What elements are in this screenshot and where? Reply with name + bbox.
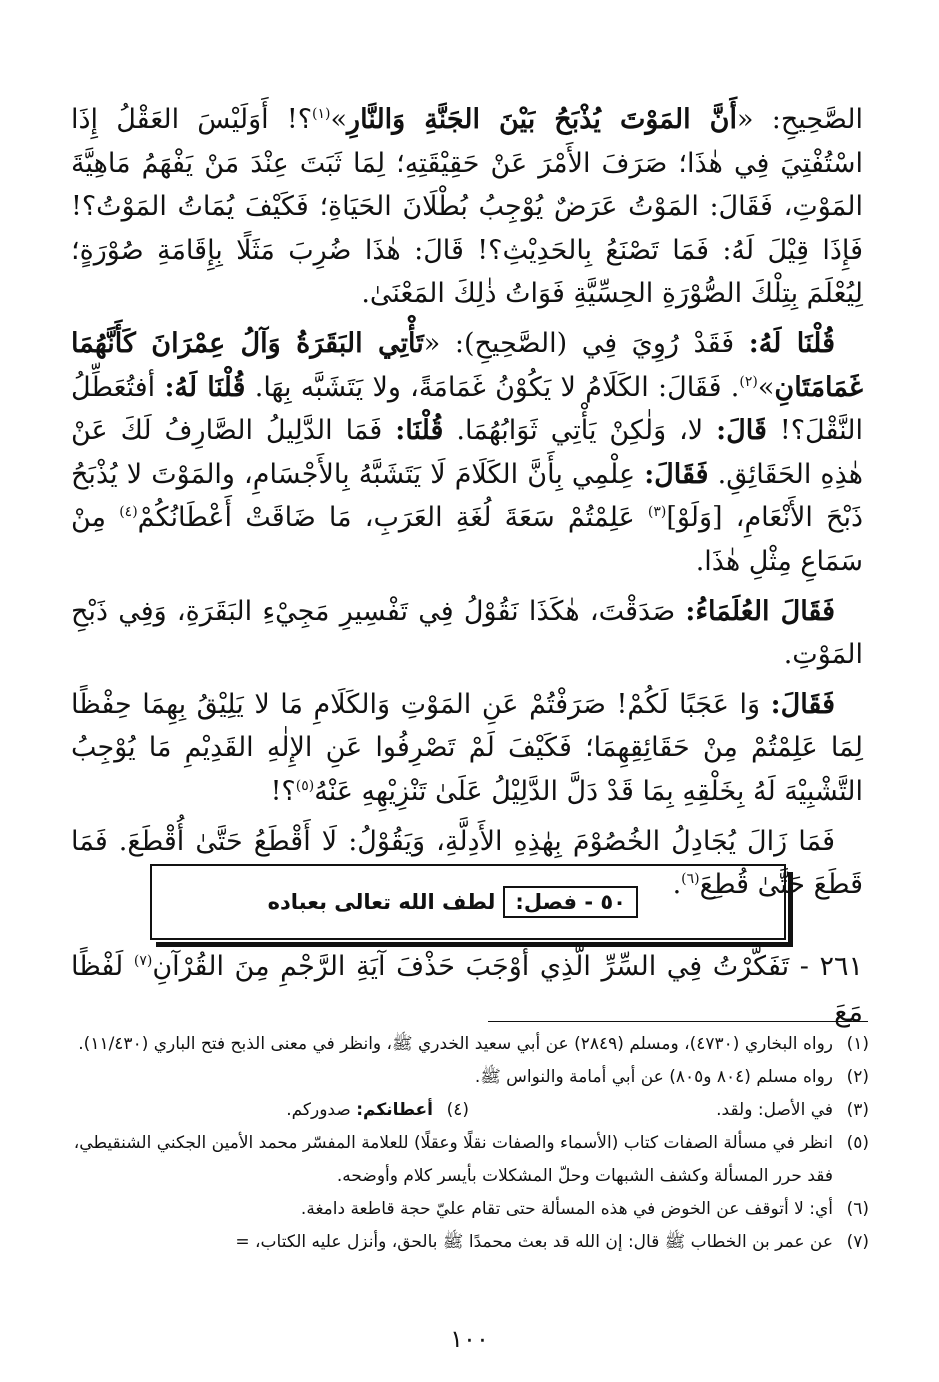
paragraph-2 [71,322,863,584]
footnote-6 [69,1193,869,1226]
footnote-ref: (٣) [647,504,667,521]
bold-phrase: قُلْنَا لَهُ: [164,371,246,403]
paragraph-3 [71,590,863,677]
text-run: ؟! [270,775,296,807]
text-run: عَلِمْتُمْ سَعَةَ لُغَةِ العَرَبِ، مَا ضَاقَتْ أَعْطَانُكُمْ [137,502,648,534]
page-number: ١٠٠ [450,1325,489,1353]
footnote-1 [69,1028,869,1061]
footnote-text: رواه البخاري (٤٧٣٠)، ومسلم (٢٨٤٩) عن أبي سعيد الخدري ﷺ، وانظر في معنى الذبح فتح الباري (١١/٤٣٠). [78,1034,833,1054]
section-title: لطف الله تعالى بعباده [267,890,496,914]
footnote-text: عن عمر بن الخطاب ﷺ قال: إن الله قد بعث محمدًا ﷺ بالحق، وأنزل عليه الكتاب، = [235,1232,833,1252]
footnote-number: (٢) [846,1067,869,1087]
text-run: ؟! أَوَلَيْسَ العَقْلُ إِذَا اسْتُفْتِيَ فِي هٰذَا؛ صَرَفَ الأَمْرَ عَنْ حَقِيْقَتِهِ؛ لِمَا ثَبَتَ عِنْدَ مَنْ يَفْهَمُ مَاهِيَّةَ المَوْتِ، فَقَالَ: المَوْتُ عَرَضٌ يُوْجِبُ بُطْلَانَ الحَيَاةِ؛ فَكَيْفَ يُمَاتُ المَوْتُ؟! فَإِذَا قِيْلَ لَهُ: فَمَا تَصْنَعُ بِالحَدِيْثِ؟! قَالَ: هٰذَا ضُرِبَ مَثَلًا بِإِقَامَةِ صُوْرَةٍ؛ لِيُعْلَمَ بِتِلْكَ الصُّوْرَةِ الحِسِّيَّةِ فَوَاتُ ذٰلِكَ المَعْنَىٰ. [71,104,863,310]
footnote-text: أي: لا أتوقف عن الخوض في هذه المسألة حتى تقام عليّ حجة قاطعة دامغة. [300,1199,833,1219]
text-run: فَمَا الدَّلِيلُ الصَّارِفُ لَكَ عَنْ هٰذِهِ الحَقَائِقِ. [71,415,863,490]
text-run: الصَّحِيحِ: « [737,104,863,135]
section-number-label: ٥٠ - فصل: [503,886,638,918]
footnote-number: (٥) [846,1133,869,1153]
footnote-3 [469,1094,869,1127]
footnote-7 [69,1226,869,1259]
text-run: لا، وَلٰكِنْ يَأْتِي ثَوَابُهُمَا. [443,415,717,447]
section-heading [268,882,638,922]
text-run: . [672,869,682,901]
text-run: مِنْ سَمَاعِ مِثْلِ هٰذَا. [71,502,863,577]
footnote-2 [69,1061,869,1094]
bold-phrase: قَالَ: [716,415,767,447]
bold-phrase: قُلْنَا: [395,415,444,447]
footnote-text: في الأصل: ولقد. [716,1100,833,1120]
text-run: صَدَقْتَ، هٰكَذَا نَقُوْلُ فِي تَفْسِيرِ مَجِيْءِ البَقَرَةِ، وَفِي ذَبْحِ المَوْتِ. [71,595,863,671]
text-run: فَمَا زَالَ يُجَادِلُ الخُصُوْمَ بِهٰذِهِ الأَدِلَّةِ، وَيَقُوْلُ: لَا أَقْطَعُ حَتَّىٰ أُقْطَعَ. فَمَا قَطَعَ حَتَّىٰ قُطِعَ [71,825,863,901]
footnote-5 [69,1127,869,1193]
text-run: فَقَدْ رُوِيَ فِي (الصَّحِيحِ): « [423,327,749,359]
footnote-4 [69,1094,469,1127]
bold-phrase: تَأْتِي البَقَرَةُ وَآلُ عِمْرَانَ كَأَنَّهُمَا غَمَامَتَانِ [71,327,863,403]
footnote-number: (٧) [846,1232,869,1252]
footnote-ref-7: (٧) [133,953,153,969]
section-heading-box [150,864,786,940]
text-run: عِلْمِي بِأَنَّ الكَلَامَ لَا يَتَشَبَّهُ بِالأَجْسَامِ، والمَوْتَ لا يُذْبَحُ ذَبْحَ الأَنْعَامِ، [وَلَوْ] [71,458,863,534]
bold-phrase: فَقَالَ: [770,688,835,720]
paragraph-4 [71,683,863,814]
text-run: . فَقَالَ: الكَلَامُ لا يَكُوْنُ غَمَامَةً، ولا يَتَشَبَّه بِهَا. [245,371,740,403]
footnote-ref: (٥) [295,777,315,794]
text-run: وَا عَجَبًا لَكُمْ! صَرَفْتُمْ عَنِ المَوْتِ وَالكَلَامِ مَا لا يَلِيْقُ بِهِمَا حِفْظًا لِمَا عَلِمْتُمْ مِنْ حَقَائِقِهِمَا؛ فَكَيْفَ لَمْ تَصْرِفُوا عَنِ الإِلٰهِ القَدِيْمِ مَا يُوْجِبُ التَّشْبِيْهَ لَهُ بِخَلْقِهِ بِمَا قَدْ دَلَّ الدَّلِيْلُ عَلَىٰ تَنْزِيْهِهِ عَنْهُ [71,688,863,807]
footnotes-3-4 [69,1094,869,1127]
bold-phrase: قُلْنَا لَهُ: [748,327,835,359]
footnote-number: (١) [846,1034,869,1054]
bold-phrase: فَقَالَ العُلَمَاءُ: [685,595,836,627]
footnote-ref: (٤) [119,504,138,521]
next-paragraph-tail: لَفْظًا مَعَ [71,951,863,1028]
footnote-definition: صدوركم. [286,1100,357,1120]
paragraph-1 [71,98,863,316]
next-paragraph-text: ٢٦١ - تَفَكَّرْتُ فِي السِّرِّ الَّذِي أَوْجَبَ حَذْفَ آيَةِ الرَّجْمِ مِنَ القُرْآنِ [152,951,864,982]
main-text [71,98,863,907]
footnote-number: (٣) [846,1100,869,1120]
next-paragraph-start [71,944,863,1036]
text-run: » [757,371,775,403]
footnote-ref: (٦) [681,871,700,888]
footnote-ref: (٢) [739,373,758,390]
text-run: أفتُعَطِّلُ النَّقْلَ؟! [71,371,864,447]
footnote-ref: (١) [312,106,331,122]
footnote-separator [488,1021,868,1022]
text-run: » [330,104,348,135]
bold-phrase: أَنَّ المَوْتَ يُذْبَحُ بَيْنَ الجَنَّةِ وَالنَّارِ [347,104,738,135]
footnote-text: انظر في مسألة الصفات كتاب (الأسماء والصفات نقلًا وعقلًا) للعلامة المفسّر محمد الأمين الجكني الشنقيطي، فقد حرر المسألة وكشف الشبهات وحلّ المشكلات بأيسر كلام وأوضحه. [73,1133,833,1186]
footnote-number: (٦) [846,1199,869,1219]
footnote-text [69,1094,433,1127]
footnote-term: أعطانكم: [356,1100,433,1120]
footnote-number: (٤) [446,1100,469,1120]
bold-phrase: فَقَالَ: [644,458,709,490]
footnote-text: رواه مسلم (٨٠٤ و٨٠٥) عن أبي أمامة والنواس ﷺ. [474,1067,833,1087]
footnotes [69,1028,869,1259]
